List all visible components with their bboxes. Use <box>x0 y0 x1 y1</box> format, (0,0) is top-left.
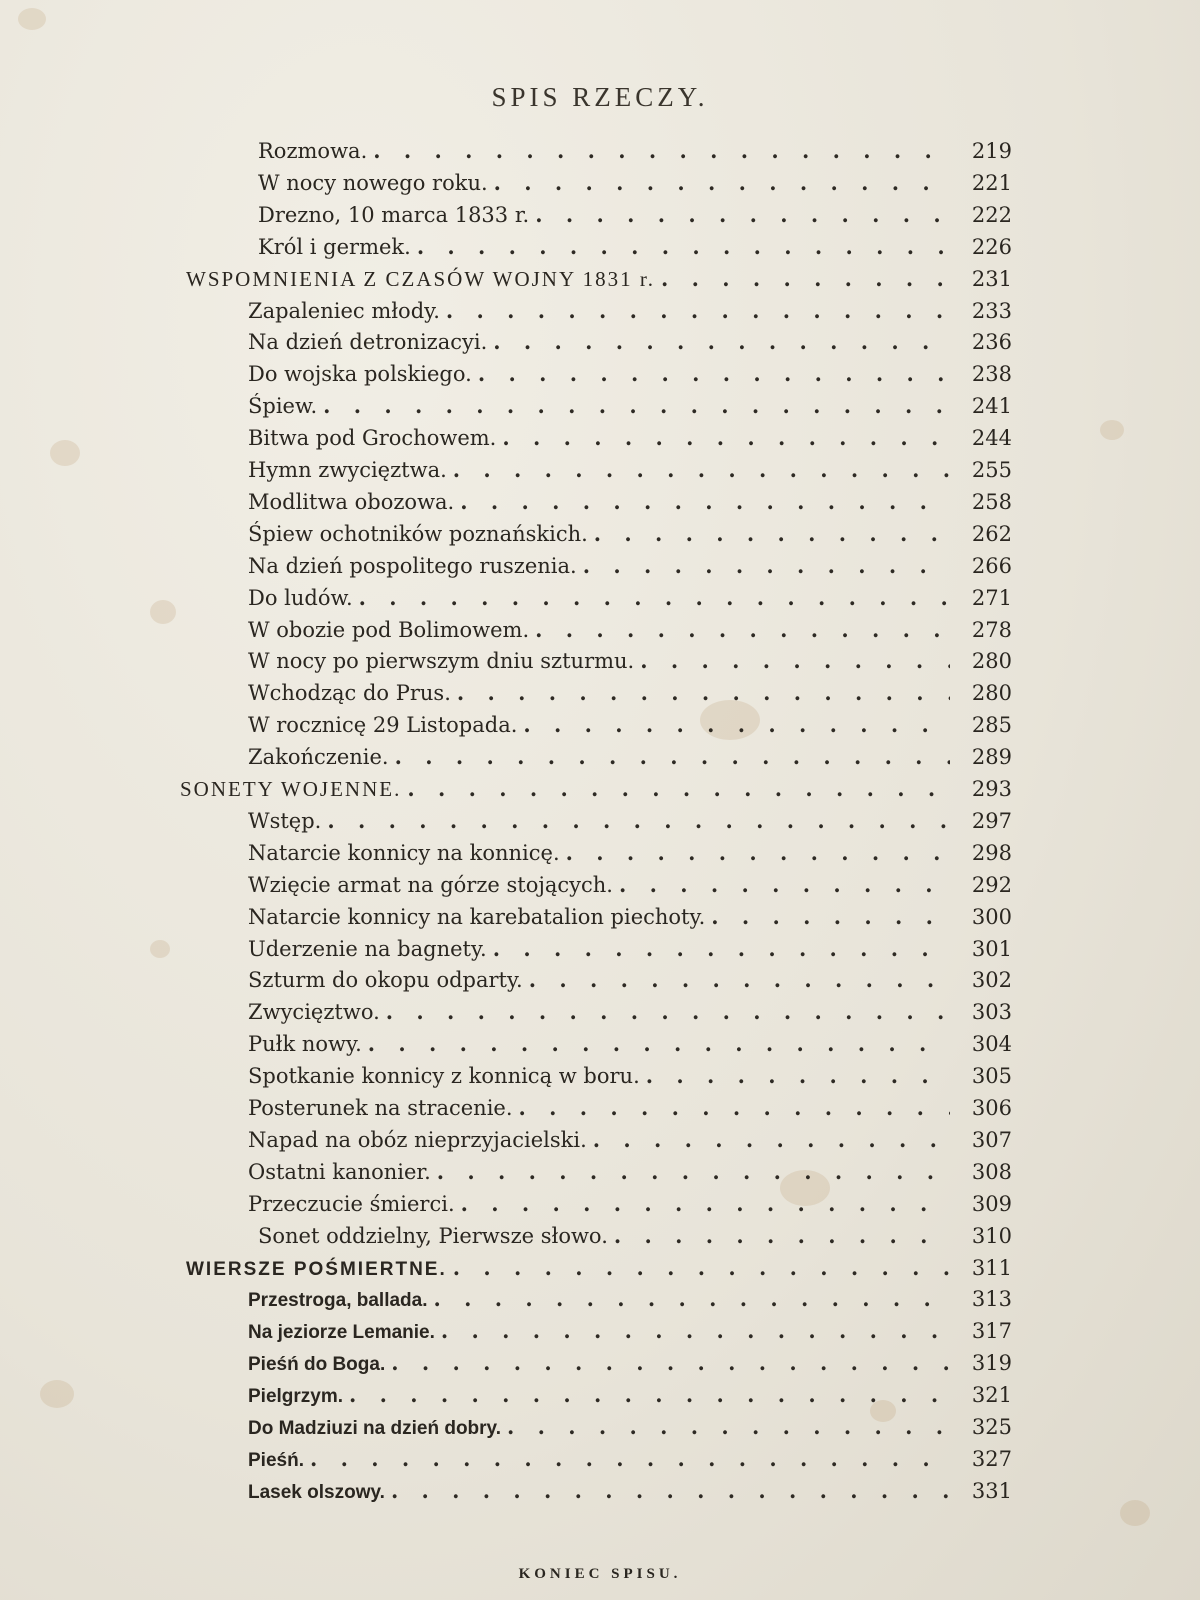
toc-entry-page: 300 <box>971 905 1012 929</box>
toc-entry-page: 303 <box>971 1000 1012 1024</box>
toc-entry-page: 325 <box>971 1415 1012 1439</box>
toc-entry-page: 280 <box>971 649 1012 673</box>
dot-leader <box>507 1412 950 1442</box>
dot-leader <box>407 774 950 804</box>
dot-leader <box>457 678 950 708</box>
toc-entry-title: Na dzień pospolitego ruszenia. <box>248 554 577 578</box>
toc-entry-title: WSPOMNIENIA Z CZASÓW WOJNY 1831 r. <box>186 267 655 291</box>
toc-entry-title: Natarcie konnicy na konnicę. <box>248 841 560 865</box>
dot-leader <box>619 870 950 900</box>
toc-entry-page: 233 <box>971 299 1012 323</box>
toc-entry-title: Zakończenie. <box>248 745 389 769</box>
dot-leader <box>395 742 950 772</box>
toc-entry-page: 280 <box>971 681 1012 705</box>
toc-entry-title: Uderzenie na bagnety. <box>248 937 487 961</box>
toc-entry-title: W obozie pod Bolimowem. <box>248 618 530 642</box>
toc-entry-page: 221 <box>971 171 1012 195</box>
toc-entry <box>248 1412 1012 1442</box>
stain <box>1120 1500 1150 1526</box>
toc-entry <box>248 646 1012 676</box>
toc-entry-page: 266 <box>971 554 1012 578</box>
stain <box>40 1380 74 1408</box>
toc-entry-title: Szturm do okopu odparty. <box>248 968 523 992</box>
toc-entry-page: 293 <box>971 777 1012 801</box>
toc-entry <box>248 1476 1012 1506</box>
dot-leader <box>593 1125 950 1155</box>
toc-entry <box>258 200 1012 230</box>
stain <box>1100 420 1124 440</box>
toc-entry <box>248 583 1012 613</box>
toc-entry-title: Pułk nowy. <box>248 1032 362 1056</box>
toc-entry-title: Na jeziorze Lemanie. <box>248 1322 435 1343</box>
toc-entry-title: Zwycięztwo. <box>248 1000 380 1024</box>
toc-entry-title: Rozmowa. <box>258 139 368 163</box>
toc-entry-page: 310 <box>971 1224 1012 1248</box>
toc-entry <box>248 1348 1012 1378</box>
toc-entry-title: Pieśń do Boga. <box>248 1354 386 1375</box>
toc-entry <box>248 1157 1012 1187</box>
toc-entry <box>258 168 1012 198</box>
toc-entry-title: Napad na obóz nieprzyjacielski. <box>248 1128 587 1152</box>
toc-entry-title: Lasek olszowy. <box>248 1482 385 1503</box>
toc-entry-page: 302 <box>971 968 1012 992</box>
dot-leader <box>368 1029 950 1059</box>
dot-leader <box>661 264 950 294</box>
toc-entry-page: 226 <box>971 235 1012 259</box>
dot-leader <box>441 1316 950 1346</box>
toc-entry-page: 321 <box>971 1383 1012 1407</box>
toc-entry <box>248 870 1012 900</box>
dot-leader <box>327 806 950 836</box>
toc-entry <box>248 997 1012 1027</box>
toc-entry-title: SONETY WOJENNE. <box>180 777 402 801</box>
toc-entry-title: W nocy po pierwszym dniu szturmu. <box>248 649 635 673</box>
dot-leader <box>460 487 950 517</box>
toc-entry <box>248 1284 1012 1314</box>
dot-leader <box>461 1189 950 1219</box>
toc-entry-page: 308 <box>971 1160 1012 1184</box>
toc-entry-page: 219 <box>971 139 1012 163</box>
dot-leader <box>494 168 950 198</box>
toc-entry-page: 244 <box>971 426 1012 450</box>
dot-leader <box>310 1444 950 1474</box>
toc-entry-title: Wchodząc do Prus. <box>248 681 451 705</box>
toc-entry-title: Śpiew ochotników poznańskich. <box>248 522 588 546</box>
toc-entry <box>248 710 1012 740</box>
toc-entry <box>186 1253 1012 1283</box>
toc-entry-page: 309 <box>971 1192 1012 1216</box>
toc-entry-title: Do wojska polskiego. <box>248 362 472 386</box>
toc-entry-page: 271 <box>971 586 1012 610</box>
dot-leader <box>453 455 950 485</box>
toc-entry-page: 241 <box>971 394 1012 418</box>
toc-entry-page: 306 <box>971 1096 1012 1120</box>
toc-entry <box>248 1316 1012 1346</box>
toc-entry-page: 298 <box>971 841 1012 865</box>
toc-entry <box>258 136 1012 166</box>
dot-leader <box>493 327 950 357</box>
dot-leader <box>391 1476 950 1506</box>
toc-entry <box>248 1029 1012 1059</box>
dot-leader <box>594 519 950 549</box>
toc-entry-title: Do Madziuzi na dzień dobry. <box>248 1418 501 1439</box>
toc-entry <box>248 487 1012 517</box>
toc-entry-title: WIERSZE POŚMIERTNE. <box>186 1259 447 1280</box>
toc-entry <box>248 551 1012 581</box>
toc-entry <box>248 327 1012 357</box>
toc-entry-title: Modlitwa obozowa. <box>248 490 455 514</box>
dot-leader <box>519 1093 950 1123</box>
dot-leader <box>646 1061 950 1091</box>
toc-entry <box>248 838 1012 868</box>
toc-entry-title: Na dzień detronizacyi. <box>248 330 488 354</box>
toc-entry-page: 255 <box>971 458 1012 482</box>
toc-entry-title: Pieśń. <box>248 1450 304 1471</box>
toc-entry <box>248 455 1012 485</box>
stain <box>50 440 80 466</box>
dot-leader <box>529 965 950 995</box>
toc-entry <box>248 1093 1012 1123</box>
dot-leader <box>359 583 950 613</box>
dot-leader <box>323 391 950 421</box>
dot-leader <box>493 934 950 964</box>
stain <box>18 8 46 30</box>
toc-entry-title: Posterunek na stracenie. <box>248 1096 513 1120</box>
toc-entry-title: Ostatni kanonier. <box>248 1160 431 1184</box>
toc-entry <box>248 391 1012 421</box>
toc-entry-title: Sonet oddzielny, Pierwsze słowo. <box>258 1224 608 1248</box>
toc-entry-page: 307 <box>971 1128 1012 1152</box>
toc-entry <box>248 359 1012 389</box>
toc-entry-page: 313 <box>971 1287 1012 1311</box>
dot-leader <box>434 1284 950 1314</box>
dot-leader <box>711 902 950 932</box>
toc-entry <box>248 1061 1012 1091</box>
dot-leader <box>373 136 950 166</box>
toc-entry-title: Drezno, 10 marca 1833 r. <box>258 203 530 227</box>
page-title: SPIS RZECZY. <box>491 82 709 112</box>
toc-entry-page: 236 <box>971 330 1012 354</box>
dot-leader <box>502 423 950 453</box>
toc-entry <box>248 423 1012 453</box>
dot-leader <box>478 359 950 389</box>
toc-entry-page: 262 <box>971 522 1012 546</box>
toc-entry-page: 304 <box>971 1032 1012 1056</box>
toc-entry-page: 258 <box>971 490 1012 514</box>
toc-entry-page: 289 <box>971 745 1012 769</box>
dot-leader <box>349 1380 950 1410</box>
toc-entry <box>186 264 1012 294</box>
toc-entry <box>248 902 1012 932</box>
end-of-contents-note: KONIEC SPISU. <box>518 1566 682 1582</box>
toc-entry-page: 331 <box>971 1479 1012 1503</box>
toc-entry <box>248 615 1012 645</box>
toc-entry-title: Wstęp. <box>248 809 322 833</box>
toc-entry-page: 238 <box>971 362 1012 386</box>
toc-entry <box>248 742 1012 772</box>
dot-leader <box>614 1221 950 1251</box>
toc-entry-title: Śpiew. <box>248 394 318 418</box>
toc-entry-page: 319 <box>971 1351 1012 1375</box>
dot-leader <box>583 551 950 581</box>
toc-entry-title: Do ludów. <box>248 586 353 610</box>
dot-leader <box>640 646 950 676</box>
toc-entry-title: Natarcie konnicy na karebatalion piechoty. <box>248 905 706 929</box>
toc-entry-title: Zapaleniec młody. <box>248 299 440 323</box>
dot-leader <box>446 296 950 326</box>
toc-entry-page: 317 <box>971 1319 1012 1343</box>
toc-entry-title: Przeczucie śmierci. <box>248 1192 455 1216</box>
toc-entry-page: 327 <box>971 1447 1012 1471</box>
stain <box>150 600 176 624</box>
toc-entry-page: 231 <box>971 267 1012 291</box>
toc-entry <box>248 519 1012 549</box>
toc-entry-title: W rocznicę 29 Listopada. <box>248 713 518 737</box>
toc-entry-page: 297 <box>971 809 1012 833</box>
toc-entry-page: 305 <box>971 1064 1012 1088</box>
toc-entry-page: 311 <box>971 1256 1012 1280</box>
toc-entry-title: Król i germek. <box>258 235 411 259</box>
toc-entry-page: 292 <box>971 873 1012 897</box>
toc-entry-page: 285 <box>971 713 1012 737</box>
stain <box>150 940 170 958</box>
toc-entry <box>248 806 1012 836</box>
toc-entry-page: 278 <box>971 618 1012 642</box>
toc-entry-title: Wzięcie armat na górze stojących. <box>248 873 613 897</box>
toc-entry <box>248 678 1012 708</box>
dot-leader <box>523 710 950 740</box>
toc-entry <box>248 965 1012 995</box>
dot-leader <box>391 1348 950 1378</box>
toc-entry <box>248 934 1012 964</box>
dot-leader <box>535 615 950 645</box>
toc-entry-title: Hymn zwycięztwa. <box>248 458 447 482</box>
toc-entry-title: W nocy nowego roku. <box>258 171 488 195</box>
dot-leader <box>566 838 950 868</box>
toc-entry <box>248 1444 1012 1474</box>
dot-leader <box>386 997 950 1027</box>
toc-entry <box>248 296 1012 326</box>
toc-entry <box>248 1125 1012 1155</box>
toc-entry <box>180 774 1012 804</box>
toc-entry <box>248 1189 1012 1219</box>
toc-entry <box>248 1380 1012 1410</box>
dot-leader <box>535 200 950 230</box>
toc-entry <box>258 232 1012 262</box>
toc-entry-page: 301 <box>971 937 1012 961</box>
dot-leader <box>453 1253 950 1283</box>
toc-entry-page: 222 <box>971 203 1012 227</box>
toc-entry <box>258 1221 1012 1251</box>
dot-leader <box>417 232 950 262</box>
toc-entry-title: Bitwa pod Grochowem. <box>248 426 497 450</box>
toc-entry-title: Spotkanie konnicy z konnicą w boru. <box>248 1064 640 1088</box>
toc-entry-title: Przestroga, ballada. <box>248 1290 428 1311</box>
toc-entry-title: Pielgrzym. <box>248 1386 344 1407</box>
dot-leader <box>437 1157 950 1187</box>
